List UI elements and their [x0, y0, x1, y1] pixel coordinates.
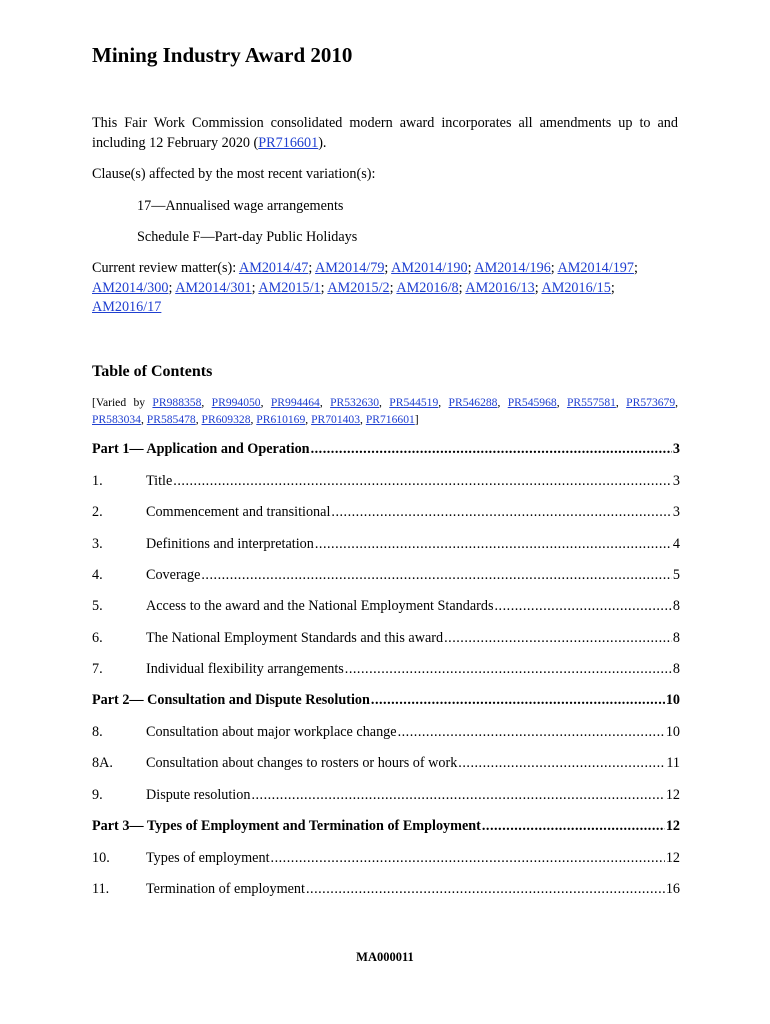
toc-clause-entry[interactable] — [92, 502, 680, 522]
varied-by-link[interactable]: PR609328 — [201, 413, 251, 426]
toc-entry-page: 3 — [672, 441, 680, 457]
toc-entry-number: 4. — [92, 567, 103, 583]
toc-entry-title: Part 2— Consultation and Dispute Resolution — [92, 692, 370, 708]
varied-by-link[interactable]: PR701403 — [311, 413, 361, 426]
varied-by-list — [92, 394, 678, 428]
varied-by-link[interactable]: PR610169 — [256, 413, 306, 426]
varied-by-link[interactable]: PR716601 — [365, 413, 415, 426]
toc-entry-title: Title — [146, 473, 173, 489]
review-matter-link[interactable]: AM2014/196 — [474, 260, 551, 276]
affected-clause-item: Schedule F—Part-day Public Holidays — [137, 229, 358, 245]
toc-clause-entry[interactable] — [92, 659, 680, 679]
toc-part-entry[interactable] — [92, 690, 680, 710]
toc-dot-leader — [495, 596, 672, 616]
varied-close: ] — [414, 413, 419, 426]
toc-dot-leader — [458, 753, 665, 773]
toc-entry-page: 4 — [672, 536, 680, 552]
varied-by-link[interactable]: PR546288 — [448, 396, 498, 409]
toc-dot-leader — [315, 534, 672, 554]
toc-entry-title: Consultation about changes to rosters or hours of work — [146, 755, 458, 771]
toc-entry-number: 2. — [92, 504, 103, 520]
toc-entry-title: Part 3— Types of Employment and Termination of Employment — [92, 818, 481, 834]
review-matter-link[interactable]: AM2014/197 — [557, 260, 634, 276]
varied-by-link[interactable]: PR545968 — [507, 396, 557, 409]
varied-links: PR988358, PR994050, PR994464, PR532630, PR544519, PR546288, PR545968, PR557581, PR573679, PR583034, PR585478, PR609328, PR610169, PR701403, PR716601 — [92, 396, 679, 426]
toc-dot-leader — [371, 690, 665, 710]
document-title: Mining Industry Award 2010 — [92, 43, 353, 67]
review-label: Current review matter(s): — [92, 260, 237, 276]
toc-entry-title: Access to the award and the National Employment Standards — [146, 598, 494, 614]
toc-entry-title: Coverage — [146, 567, 201, 583]
toc-clause-entry[interactable] — [92, 722, 680, 742]
toc-dot-leader — [311, 439, 672, 459]
toc-clause-entry[interactable] — [92, 879, 680, 899]
varied-by-link[interactable]: PR994050 — [211, 396, 261, 409]
intro-pr-link[interactable]: PR716601 — [258, 134, 319, 151]
toc-entry-number: 8A. — [92, 755, 113, 771]
toc-dot-leader — [251, 785, 664, 805]
toc-entry-title: The National Employment Standards and this award — [146, 630, 444, 646]
varied-label: [Varied by — [92, 396, 146, 409]
toc-dot-leader — [306, 879, 665, 899]
review-matter-link[interactable]: AM2014/79 — [315, 260, 385, 276]
toc-entry-page: 12 — [665, 787, 680, 803]
toc-dot-leader — [345, 659, 672, 679]
toc-dot-leader — [444, 628, 672, 648]
varied-by-link[interactable]: PR994464 — [270, 396, 320, 409]
toc-entry-number: 5. — [92, 598, 103, 614]
toc-entry-title: Types of employment — [146, 850, 270, 866]
toc-heading: Table of Contents — [92, 363, 213, 380]
toc-entry-page: 8 — [672, 598, 680, 614]
toc-entry-title: Definitions and interpretation — [146, 536, 314, 552]
toc-entry-title: Commencement and transitional — [146, 504, 331, 520]
review-matter-link[interactable]: AM2016/13 — [465, 279, 535, 296]
toc-dot-leader — [398, 722, 665, 742]
toc-entry-page: 5 — [672, 567, 680, 583]
toc-entry-page: 10 — [665, 692, 680, 708]
toc-entry-page: 8 — [672, 630, 680, 646]
review-matter-link[interactable]: AM2014/300 — [92, 279, 169, 296]
toc-clause-entry[interactable] — [92, 628, 680, 648]
toc-entry-page: 12 — [665, 850, 680, 866]
toc-entry-title: Dispute resolution — [146, 787, 251, 803]
review-matter-link[interactable]: AM2016/15 — [541, 279, 611, 296]
clauses-affected-label: Clause(s) affected by the most recent variation(s): — [92, 166, 376, 182]
toc-part-entry[interactable] — [92, 816, 680, 836]
toc-entry-title: Individual flexibility arrangements — [146, 661, 344, 677]
affected-clause-item: 17—Annualised wage arrangements — [137, 198, 344, 214]
review-matter-link[interactable]: AM2014/190 — [391, 260, 468, 276]
toc-dot-leader — [173, 471, 672, 491]
toc-entry-number: 9. — [92, 787, 103, 803]
toc-clause-entry[interactable] — [92, 534, 680, 554]
review-matter-link[interactable]: AM2015/1 — [258, 279, 321, 296]
review-matter-link[interactable]: AM2016/8 — [396, 279, 459, 296]
toc-dot-leader — [271, 848, 665, 868]
toc-clause-entry[interactable] — [92, 848, 680, 868]
toc-dot-leader — [201, 565, 672, 585]
toc-entry-number: 6. — [92, 630, 103, 646]
document-code: MA000011 — [356, 950, 414, 964]
review-matter-link[interactable]: AM2014/301 — [175, 279, 252, 296]
toc-clause-entry[interactable] — [92, 785, 680, 805]
varied-by-link[interactable]: PR544519 — [389, 396, 439, 409]
intro-text-end: ). — [318, 134, 327, 151]
varied-by-link[interactable]: PR585478 — [146, 413, 196, 426]
toc-clause-entry[interactable] — [92, 596, 680, 616]
toc-entry-page: 16 — [665, 881, 680, 897]
varied-by-link[interactable]: PR988358 — [152, 396, 202, 409]
toc-clause-entry[interactable] — [92, 471, 680, 491]
review-matter-link[interactable]: AM2014/47 — [238, 260, 309, 276]
varied-by-link[interactable]: PR583034 — [92, 413, 141, 426]
toc-entry-number: 7. — [92, 661, 103, 677]
toc-entry-page: 11 — [666, 755, 680, 771]
review-matter-link[interactable]: AM2015/2 — [327, 279, 390, 296]
intro-paragraph — [92, 114, 678, 153]
toc-clause-entry[interactable] — [92, 565, 680, 585]
intro-text: This Fair Work Commission consolidated modern award incorporates all amendments up to and including 12 February 2020 ( — [92, 115, 678, 151]
toc-entry-title: Consultation about major workplace change — [146, 724, 397, 740]
varied-by-link[interactable]: PR532630 — [330, 396, 380, 409]
toc-part-entry[interactable] — [92, 439, 680, 459]
toc-entry-number: 11. — [92, 881, 110, 897]
toc-entry-number: 3. — [92, 536, 103, 552]
review-matters — [92, 259, 682, 318]
review-matter-link[interactable]: AM2016/17 — [92, 299, 162, 315]
review-links: AM2014/47; AM2014/79; AM2014/190; AM2014/196; AM2014/197; AM2014/300; AM2014/301; AM2015/1; AM2015/2; AM2016/8; AM2016/13; AM2016/15; AM2016/17 — [92, 260, 638, 315]
toc-entry-number: 10. — [92, 850, 110, 866]
varied-by-link[interactable]: PR557581 — [566, 396, 616, 409]
toc-clause-entry[interactable] — [92, 753, 680, 773]
toc-entry-page: 3 — [672, 504, 680, 520]
toc-entry-page: 10 — [665, 724, 680, 740]
toc-entry-number: 1. — [92, 473, 103, 489]
varied-by-link[interactable]: PR573679 — [626, 396, 676, 409]
toc-entry-number: 8. — [92, 724, 103, 740]
toc-entry-title: Termination of employment — [146, 881, 305, 897]
toc-dot-leader — [331, 502, 672, 522]
toc-entry-title: Part 1— Application and Operation — [92, 441, 310, 457]
toc-entry-page: 8 — [672, 661, 680, 677]
toc-entry-page: 3 — [672, 473, 680, 489]
toc-dot-leader — [482, 816, 665, 836]
toc-entry-page: 12 — [665, 818, 680, 834]
